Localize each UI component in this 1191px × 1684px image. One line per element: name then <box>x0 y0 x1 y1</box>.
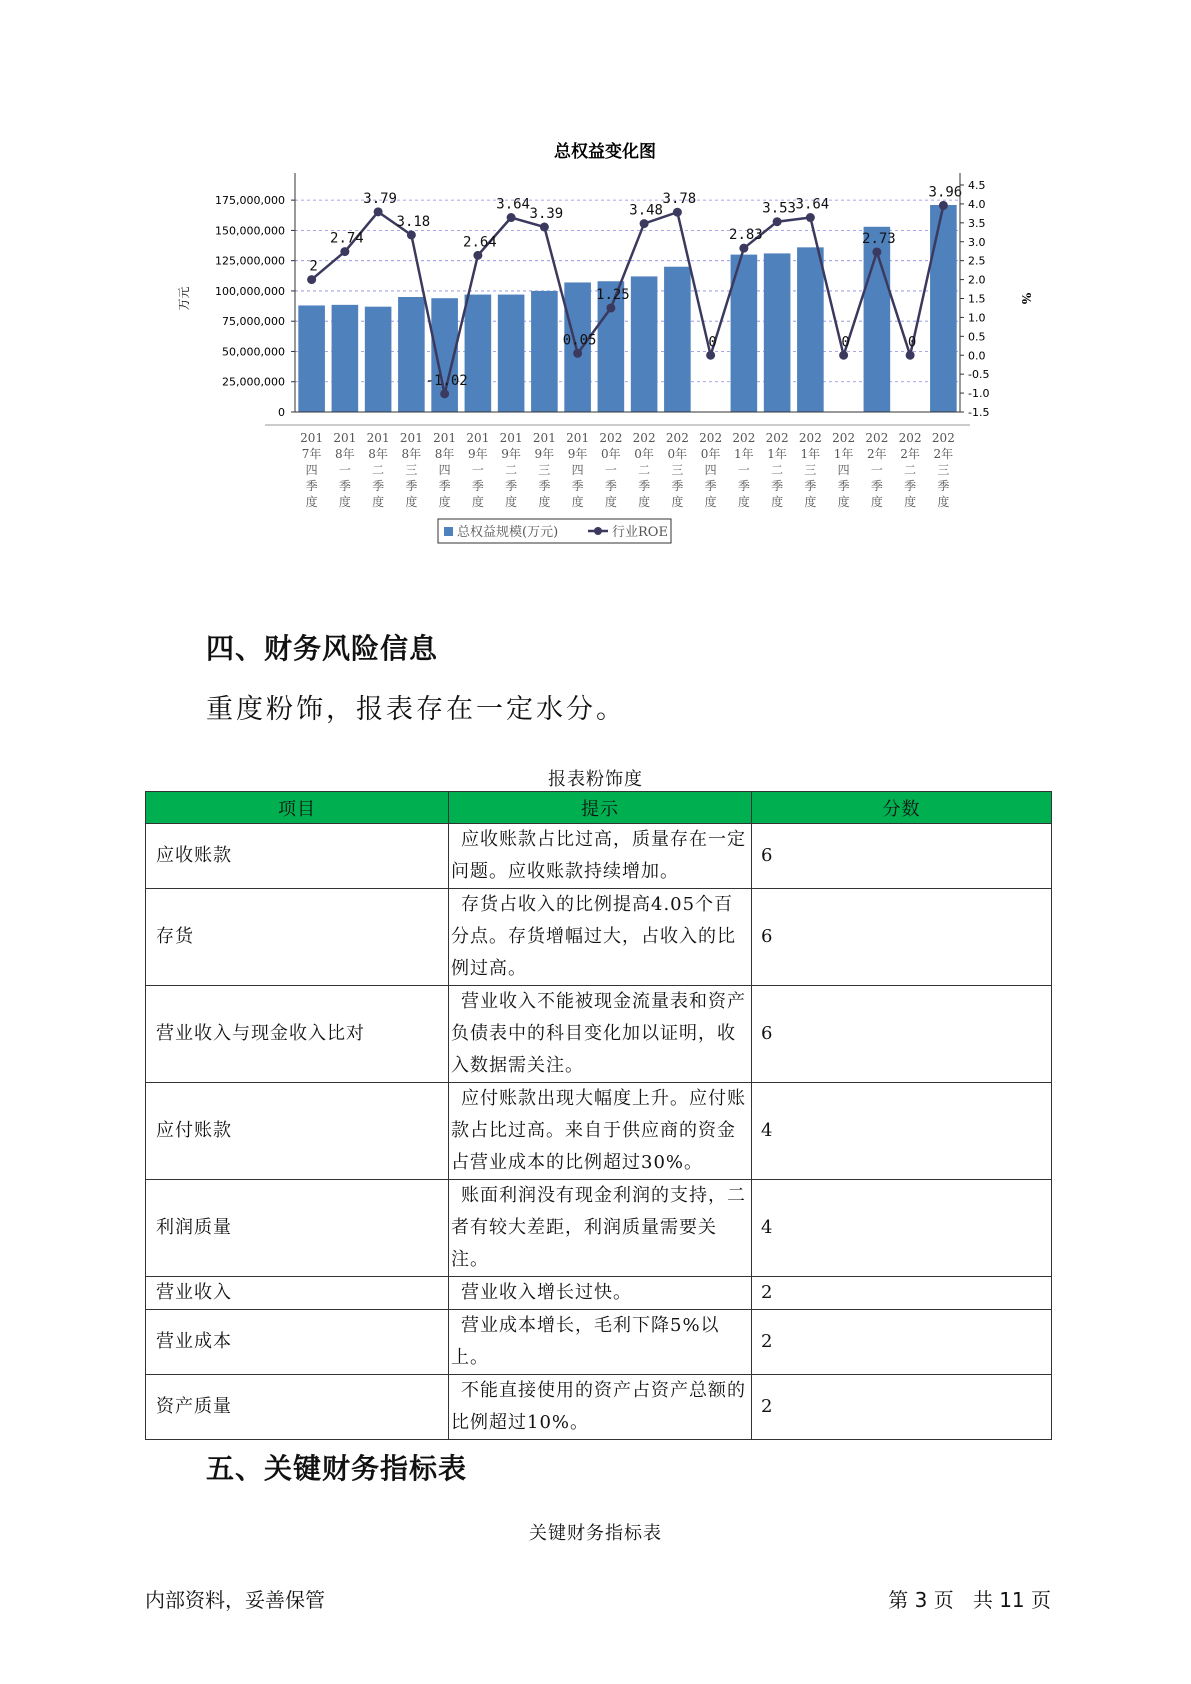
roe-point <box>906 351 915 360</box>
category-label-line: 度 <box>338 495 351 509</box>
roe-data-label: 3.53 <box>762 200 796 217</box>
roe-point <box>706 351 715 360</box>
total-pages: 11 <box>999 1588 1025 1612</box>
row-hint: 营业收入不能被现金流量表和资产负债表中的科目变化加以证明，收入数据需关注。 <box>449 986 752 1083</box>
category-label-line: 三 <box>671 463 684 477</box>
right-tick-label: -1.5 <box>968 406 990 419</box>
category-label <box>732 431 755 509</box>
roe-data-label: 2.83 <box>729 227 763 244</box>
category-label-line: 8年 <box>401 447 422 461</box>
right-tick-label: -0.5 <box>968 368 990 382</box>
category-label-line: 2年 <box>867 447 887 461</box>
right-axis-title: % <box>1019 292 1033 305</box>
col-header-item: 项目 <box>146 792 449 824</box>
row-score: 6 <box>752 889 1052 986</box>
table-row <box>146 1083 1052 1180</box>
category-label-line: 季 <box>804 479 817 493</box>
category-label-line: 度 <box>737 495 750 509</box>
category-label-line: 度 <box>372 495 385 509</box>
category-label-line: 季 <box>704 479 717 493</box>
category-label-line: 三 <box>804 463 817 477</box>
category-label-line: 201 <box>433 431 457 445</box>
category-label-line: 202 <box>665 431 689 445</box>
row-score: 2 <box>752 1310 1052 1375</box>
category-label-line: 季 <box>904 479 917 493</box>
category-label-line: 0年 <box>634 447 654 461</box>
roe-point <box>839 351 848 360</box>
category-label-line: 季 <box>937 479 950 493</box>
row-score: 2 <box>752 1277 1052 1310</box>
row-score: 4 <box>752 1180 1052 1277</box>
row-item: 应付账款 <box>146 1083 449 1180</box>
category-label-line: 0年 <box>667 447 688 461</box>
right-tick-label: 1.5 <box>968 292 986 306</box>
category-label-line: 四 <box>704 463 717 477</box>
right-tick-label: 4.5 <box>968 179 986 192</box>
category-label <box>433 431 456 509</box>
total-prefix: 共 <box>972 1588 993 1612</box>
category-label-line: 度 <box>405 495 418 509</box>
roe-data-label: 3.64 <box>795 196 830 213</box>
roe-point <box>640 219 649 228</box>
row-hint: 账面利润没有现金利润的支持，二者有较大差距，利润质量需要关注。 <box>449 1180 752 1277</box>
category-label-line: 度 <box>471 495 484 509</box>
category-label <box>400 431 423 509</box>
category-label-line: 8年 <box>368 447 388 461</box>
row-item: 营业成本 <box>146 1310 449 1375</box>
left-tick-label: 25,000,000 <box>222 375 285 389</box>
page-prefix: 第 <box>888 1588 909 1612</box>
roe-point <box>773 217 782 226</box>
category-label-line: 度 <box>438 495 451 509</box>
category-label <box>466 431 489 509</box>
risk-table <box>145 791 1052 1440</box>
bar <box>498 295 525 412</box>
category-label-line: 度 <box>571 495 584 509</box>
left-axis-title: 万元 <box>177 286 191 311</box>
page-number: 3 <box>914 1588 928 1612</box>
category-label-line: 季 <box>737 479 750 493</box>
row-item: 营业收入 <box>146 1277 449 1310</box>
legend-bar-swatch <box>444 527 453 536</box>
category-label-line: 一 <box>737 463 750 477</box>
category-label-line: 度 <box>804 495 817 509</box>
category-label <box>865 431 888 509</box>
bar <box>398 297 425 412</box>
category-label-line: 201 <box>399 431 423 445</box>
footer-page-info <box>888 1584 1051 1613</box>
category-label-line: 度 <box>604 495 617 509</box>
left-tick-label: 150,000,000 <box>215 224 285 238</box>
roe-point <box>573 349 582 358</box>
category-label-line: 一 <box>604 463 617 477</box>
roe-data-label: 2.64 <box>463 234 497 251</box>
bar <box>764 253 791 412</box>
category-label-line: 季 <box>671 479 684 493</box>
category-label-line: 二 <box>372 463 385 477</box>
category-label-line: 202 <box>865 431 889 445</box>
category-label-line: 2年 <box>933 447 954 461</box>
roe-data-label: 1.25 <box>596 286 630 303</box>
right-tick-label: 1.0 <box>968 311 986 325</box>
section4-heading: 四、财务风险信息 <box>206 632 439 665</box>
category-label-line: 二 <box>638 463 651 477</box>
table-row <box>146 1180 1052 1277</box>
row-item: 利润质量 <box>146 1180 449 1277</box>
category-label-line: 季 <box>604 479 617 493</box>
category-label-line: 201 <box>333 431 357 445</box>
category-label-line: 9年 <box>567 447 588 461</box>
category-label-line: 季 <box>771 479 784 493</box>
category-label <box>300 431 323 509</box>
right-tick-label: 0.5 <box>968 330 986 344</box>
row-score: 2 <box>752 1375 1052 1440</box>
chart-legend <box>438 519 671 543</box>
bar <box>465 295 492 412</box>
bar <box>797 247 824 412</box>
section5-heading: 五、关键财务指标表 <box>206 1452 468 1485</box>
category-label-line: 季 <box>338 479 351 493</box>
roe-data-label: 3.48 <box>629 202 663 219</box>
table-row <box>146 1310 1052 1375</box>
category-label-line: 201 <box>366 431 390 445</box>
roe-data-label: 3.79 <box>363 190 397 207</box>
category-label-line: 202 <box>765 431 789 445</box>
risk-table-caption: 报表粉饰度 <box>548 769 643 790</box>
category-label-line: 一 <box>870 463 883 477</box>
category-label-line: 度 <box>937 495 950 509</box>
left-tick-label: 50,000,000 <box>222 345 285 359</box>
key-indicators-caption: 关键财务指标表 <box>529 1523 662 1544</box>
right-tick-label: 0.0 <box>968 349 986 363</box>
category-label <box>533 431 556 509</box>
legend-bar-label: 总权益规模(万元) <box>457 525 559 540</box>
roe-data-label: 0 <box>841 334 850 351</box>
roe-data-label: -1.02 <box>425 372 468 389</box>
category-label-line: 度 <box>904 495 917 509</box>
row-item: 营业收入与现金收入比对 <box>146 986 449 1083</box>
category-label-line: 季 <box>438 479 451 493</box>
category-label-line: 202 <box>931 431 955 445</box>
roe-point <box>739 244 748 253</box>
category-label-line: 度 <box>505 495 518 509</box>
category-label-line: 四 <box>837 463 850 477</box>
category-label <box>599 431 622 509</box>
left-tick-label: 0 <box>278 406 285 419</box>
row-hint: 不能直接使用的资产占资产总额的比例超过10%。 <box>449 1375 752 1440</box>
roe-point <box>374 207 383 216</box>
category-label-line: 季 <box>638 479 651 493</box>
bar <box>332 305 359 412</box>
roe-point <box>606 303 615 312</box>
row-hint: 应收账款占比过高，质量存在一定问题。应收账款持续增加。 <box>449 824 752 889</box>
row-hint: 营业收入增长过快。 <box>449 1277 752 1310</box>
row-score: 6 <box>752 824 1052 889</box>
category-label-line: 0年 <box>601 447 621 461</box>
row-item: 存货 <box>146 889 449 986</box>
category-label-line: 季 <box>405 479 418 493</box>
category-label-line: 7年 <box>301 447 322 461</box>
category-label-line: 201 <box>566 431 590 445</box>
roe-point <box>507 213 516 222</box>
category-label <box>333 431 356 509</box>
category-label-line: 四 <box>438 463 451 477</box>
roe-data-label: 3.39 <box>529 205 564 222</box>
chart-title: 总权益变化图 <box>554 142 656 162</box>
category-label-line: 季 <box>505 479 518 493</box>
col-header-score: 分数 <box>752 792 1052 824</box>
category-label-line: 9年 <box>501 447 521 461</box>
bar <box>631 276 658 412</box>
roe-point <box>340 247 349 256</box>
category-label-line: 度 <box>671 495 684 509</box>
roe-point <box>407 230 416 239</box>
category-label-line: 1年 <box>800 447 821 461</box>
category-label-line: 季 <box>571 479 584 493</box>
category-label-line: 202 <box>898 431 922 445</box>
roe-point <box>540 222 549 231</box>
category-label-line: 202 <box>732 431 756 445</box>
category-label-line: 202 <box>599 431 623 445</box>
category-label-line: 202 <box>832 431 856 445</box>
category-label-line: 202 <box>632 431 656 445</box>
table-row <box>146 1375 1052 1440</box>
bar <box>664 267 691 412</box>
row-hint: 应付账款出现大幅度上升。应付账款占比过高。来自于供应商的资金占营业成本的比例超过30%。 <box>449 1083 752 1180</box>
right-tick-label: 3.5 <box>968 216 986 230</box>
category-label-line: 8年 <box>335 447 355 461</box>
category-label-line: 1年 <box>767 447 787 461</box>
right-tick-label: 2.5 <box>968 254 986 268</box>
category-label-line: 度 <box>704 495 717 509</box>
footer-left: 内部资料，妥善保管 <box>145 1588 325 1612</box>
category-label-line: 2年 <box>900 447 920 461</box>
category-label-line: 度 <box>638 495 651 509</box>
category-label-line: 季 <box>870 479 883 493</box>
table-row <box>146 889 1052 986</box>
category-label-line: 9年 <box>468 447 488 461</box>
category-label <box>500 431 523 509</box>
page-mid: 页 <box>933 1588 954 1612</box>
bar <box>531 291 558 412</box>
table-row <box>146 1277 1052 1310</box>
right-tick-label: 2.0 <box>968 273 986 287</box>
category-label-line: 季 <box>305 479 318 493</box>
category-label-line: 202 <box>699 431 723 445</box>
category-label-line: 三 <box>937 463 950 477</box>
category-label-line: 度 <box>538 495 551 509</box>
roe-data-label: 2.74 <box>330 230 364 247</box>
left-tick-label: 125,000,000 <box>215 254 285 268</box>
left-tick-label: 175,000,000 <box>215 194 285 208</box>
legend-line-label: 行业ROE <box>612 525 668 540</box>
category-label-line: 1年 <box>833 447 854 461</box>
category-label <box>899 431 922 509</box>
category-label-line: 201 <box>499 431 523 445</box>
roe-point <box>872 247 881 256</box>
roe-data-label: 2 <box>309 258 318 275</box>
category-label-line: 二 <box>505 463 518 477</box>
category-label-line: 季 <box>471 479 484 493</box>
left-tick-label: 75,000,000 <box>222 315 285 329</box>
risk-summary: 重度粉饰，报表存在一定水分。 <box>206 694 626 725</box>
legend-line-marker <box>594 527 602 535</box>
category-label-line: 度 <box>870 495 883 509</box>
category-label <box>566 431 589 509</box>
risk-table-header <box>146 792 1052 824</box>
category-label <box>367 431 390 509</box>
roe-data-label: 3.96 <box>928 184 963 201</box>
category-label-line: 季 <box>538 479 551 493</box>
category-label <box>666 431 689 509</box>
roe-data-label: 0 <box>907 334 917 351</box>
category-label-line: 二 <box>771 463 784 477</box>
category-label-line: 四 <box>571 463 584 477</box>
category-label-line: 度 <box>305 495 318 509</box>
category-label-line: 一 <box>338 463 351 477</box>
category-label-line: 四 <box>305 463 318 477</box>
category-label <box>699 431 722 509</box>
roe-data-label: 3.18 <box>396 213 431 230</box>
category-label <box>633 431 656 509</box>
category-label-line: 202 <box>798 431 822 445</box>
category-label-line: 201 <box>532 431 556 445</box>
row-item: 资产质量 <box>146 1375 449 1440</box>
bar <box>365 307 392 412</box>
category-label-line: 度 <box>837 495 850 509</box>
right-tick-label: 4.0 <box>968 197 986 211</box>
roe-data-label: 3.78 <box>662 191 697 208</box>
category-label-line: 三 <box>538 463 551 477</box>
category-label <box>799 431 822 509</box>
col-header-hint: 提示 <box>449 792 752 824</box>
row-score: 4 <box>752 1083 1052 1180</box>
bar <box>930 205 957 412</box>
roe-data-label: 0.05 <box>562 332 597 349</box>
left-tick-label: 100,000,000 <box>215 284 285 298</box>
category-label <box>766 431 789 509</box>
category-label <box>932 431 955 509</box>
category-label-line: 度 <box>771 495 784 509</box>
table-row <box>146 986 1052 1083</box>
row-item: 应收账款 <box>146 824 449 889</box>
equity-chart <box>170 130 1050 600</box>
category-label-line: 一 <box>471 463 484 477</box>
bar <box>298 305 325 412</box>
category-label-line: 201 <box>466 431 490 445</box>
roe-data-label: 0 <box>708 334 717 351</box>
category-label-line: 季 <box>837 479 850 493</box>
roe-data-label: 3.64 <box>496 196 530 213</box>
category-label-line: 8年 <box>434 447 455 461</box>
row-score: 6 <box>752 986 1052 1083</box>
right-tick-label: -1.0 <box>968 387 990 401</box>
category-label <box>832 431 855 509</box>
right-tick-label: 3.0 <box>968 235 986 249</box>
roe-data-label: 2.73 <box>862 230 896 247</box>
category-label-line: 二 <box>904 463 917 477</box>
row-hint: 营业成本增长，毛利下降5%以上。 <box>449 1310 752 1375</box>
category-label-line: 1年 <box>734 447 754 461</box>
roe-point <box>440 389 449 398</box>
total-suffix: 页 <box>1031 1588 1051 1612</box>
roe-point <box>673 208 682 217</box>
table-row <box>146 824 1052 889</box>
category-label-line: 季 <box>372 479 385 493</box>
row-hint: 存货占收入的比例提高4.05个百分点。存货增幅过大，占收入的比例过高。 <box>449 889 752 986</box>
roe-point <box>806 213 815 222</box>
category-label-line: 三 <box>405 463 418 477</box>
category-label-line: 201 <box>300 431 324 445</box>
roe-point <box>939 201 948 210</box>
category-label-line: 9年 <box>534 447 555 461</box>
roe-point <box>307 275 316 284</box>
roe-point <box>473 251 482 260</box>
category-label-line: 0年 <box>700 447 721 461</box>
